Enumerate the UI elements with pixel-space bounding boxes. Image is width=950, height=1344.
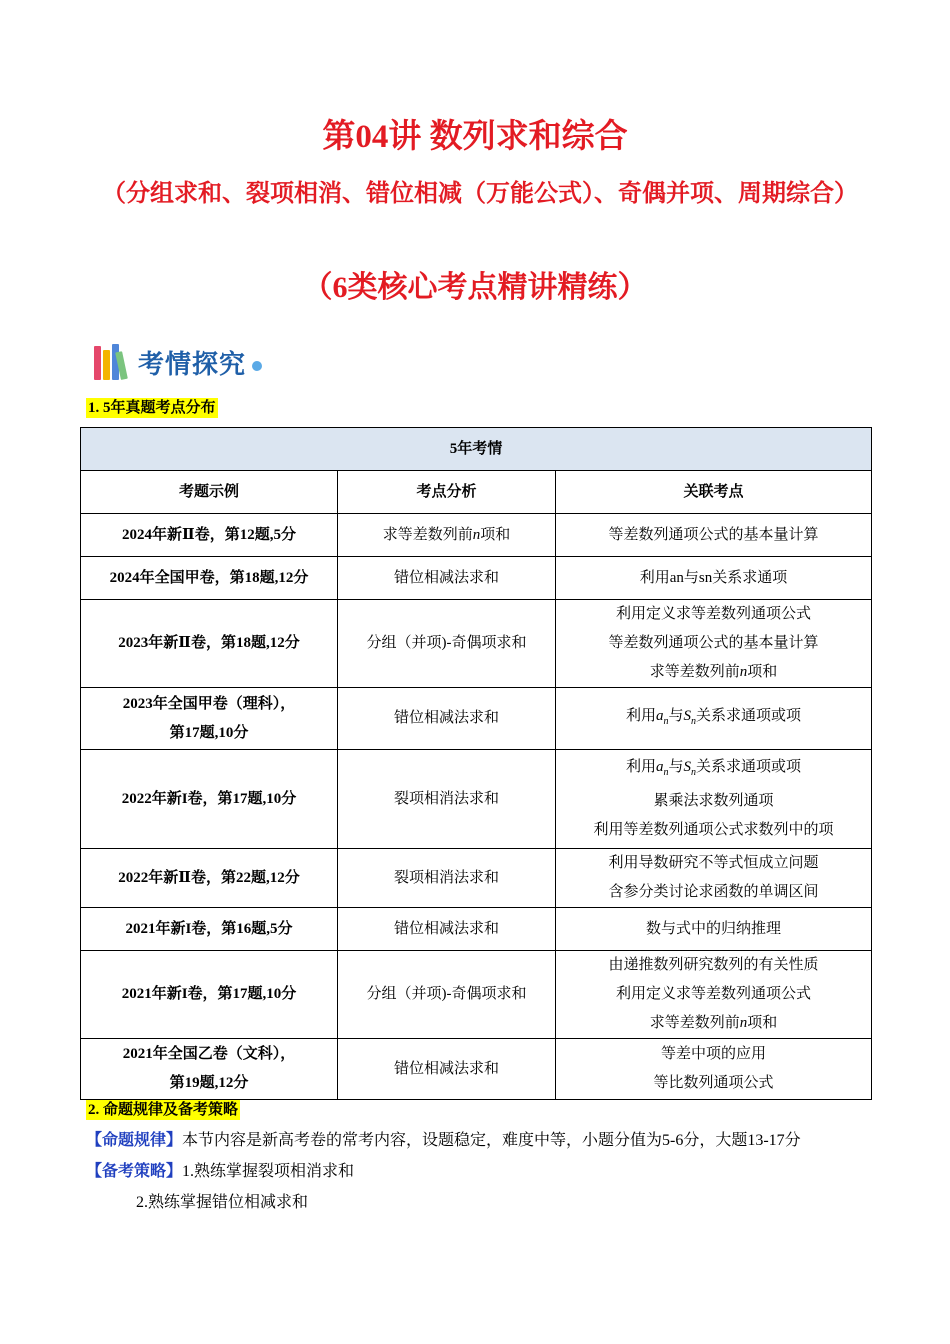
table-row (81, 908, 872, 951)
section-heading-strategy: 2. 命题规律及备考策略 (88, 1102, 239, 1118)
table-row (81, 557, 872, 600)
strategy-tag: 【备考策略】 (86, 1163, 183, 1180)
related-cell: 利用导数研究不等式恒成立问题 含参分类讨论求函数的单调区间 (556, 849, 872, 908)
banner-dot-icon (252, 361, 262, 371)
analysis-cell: 错位相减法求和 (338, 557, 556, 600)
analysis-cell: 错位相减法求和 (338, 908, 556, 951)
strategy-item: 1.熟练掌握裂项相消求和 (182, 1163, 355, 1180)
page-tagline: （6类核心考点精讲精练） (302, 271, 648, 304)
exam-cell: 2022年新Ⅱ卷，第22题,12分 (81, 849, 338, 908)
page-title: 第04讲 数列求和综合 (322, 119, 628, 155)
exam-cell: 2024年新Ⅱ卷，第12题,5分 (81, 514, 338, 557)
exam-cell: 2021年新I卷，第17题,10分 (81, 951, 338, 1039)
related-cell: 利用定义求等差数列通项公式 等差数列通项公式的基本量计算 求等差数列前n项和 (556, 600, 872, 688)
related-cell: 数与式中的归纳推理 (556, 908, 872, 951)
column-header: 考点分析 (338, 471, 556, 514)
strategy-item: 2.熟练掌握错位相减求和 (136, 1194, 309, 1211)
table-row (81, 600, 872, 688)
related-cell: 等差中项的应用 等比数列通项公式 (556, 1039, 872, 1100)
table-row (81, 688, 872, 750)
analysis-cell: 裂项相消法求和 (338, 750, 556, 849)
exam-cell: 2022年新I卷，第17题,10分 (81, 750, 338, 849)
section-banner (92, 340, 262, 384)
related-cell: 利用$a_n$与$S_n$关系求通项或项 累乘法求数列通项 利用等差数列通项公式求数列中的项 (556, 750, 872, 849)
related-cell: 利用$a_n$与$S_n$关系求通项或项 (556, 688, 872, 750)
table-caption: 5年考情 (81, 428, 872, 471)
column-header: 考题示例 (81, 471, 338, 514)
exam-table (80, 427, 872, 1100)
exam-cell: 2024年全国甲卷，第18题,12分 (81, 557, 338, 600)
rule-paragraph (86, 1129, 801, 1153)
section-heading-distribution: 1. 5年真题考点分布 (88, 400, 216, 416)
analysis-cell: 求等差数列前n项和 (338, 514, 556, 557)
analysis-cell: 错位相减法求和 (338, 1039, 556, 1100)
rule-tag: 【命题规律】 (86, 1132, 183, 1149)
table-row (81, 951, 872, 1039)
related-cell: 等差数列通项公式的基本量计算 (556, 514, 872, 557)
related-cell: 由递推数列研究数列的有关性质 利用定义求等差数列通项公式 求等差数列前n项和 (556, 951, 872, 1039)
exam-cell: 2021年新I卷，第16题,5分 (81, 908, 338, 951)
books-icon (92, 342, 132, 382)
analysis-cell: 错位相减法求和 (338, 688, 556, 750)
strategy-paragraph (86, 1160, 354, 1184)
banner-label: 考情探究 (138, 349, 247, 380)
analysis-cell: 裂项相消法求和 (338, 849, 556, 908)
column-header: 关联考点 (556, 471, 872, 514)
table-row (81, 1039, 872, 1100)
related-cell: 利用an与sn关系求通项 (556, 557, 872, 600)
table-row (81, 750, 872, 849)
rule-text: 本节内容是新高考卷的常考内容，设题稳定，难度中等，小题分值为5-6分，大题13-17分 (182, 1132, 801, 1149)
page-subtitle: （分组求和、裂项相消、错位相减（万能公式）、奇偶并项、周期综合） (102, 181, 858, 207)
exam-cell: 2021年全国乙卷（文科）， 第19题,12分 (81, 1039, 338, 1100)
table-header-row (81, 471, 872, 514)
analysis-cell: 分组（并项)-奇偶项求和 (338, 951, 556, 1039)
analysis-cell: 分组（并项)-奇偶项求和 (338, 600, 556, 688)
table-row (81, 849, 872, 908)
table-row (81, 514, 872, 557)
exam-cell: 2023年新Ⅱ卷，第18题,12分 (81, 600, 338, 688)
exam-cell: 2023年全国甲卷（理科）， 第17题,10分 (81, 688, 338, 750)
